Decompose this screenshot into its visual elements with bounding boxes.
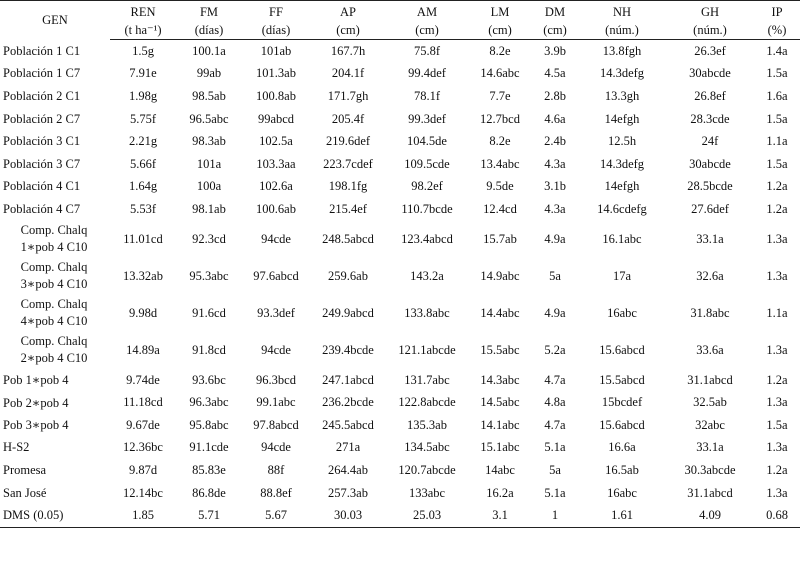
cell-ip: 1.3a — [766, 440, 788, 455]
cell-ip: 1.5a — [766, 156, 788, 171]
cell-ap: 219.6def — [325, 134, 371, 149]
cell-ff: 88f — [267, 462, 285, 477]
cell-ap: 259.6ab — [328, 268, 368, 283]
cell-am: 122.8abcde — [398, 395, 456, 410]
cell-ap: 205.4f — [331, 111, 365, 126]
cell-lm: 14.3abc — [480, 372, 520, 387]
cell-gh: 4.09 — [666, 504, 754, 527]
cell-ap: 171.7gh — [327, 88, 369, 103]
row-genotype: DMS (0.05) — [0, 504, 110, 527]
cell-lm: 7.7e — [489, 88, 511, 103]
cell-lm: 8.2e — [489, 134, 511, 149]
cell-ap: 30.03 — [310, 504, 386, 527]
cell-dm: 4.7a — [544, 372, 566, 387]
cell-ff: 102.6a — [259, 179, 293, 194]
header-ip: IP — [754, 1, 800, 23]
cell-fm: 98.1ab — [192, 201, 226, 216]
cell-nh: 16.5ab — [605, 462, 639, 477]
cell-dm: 2.4b — [544, 134, 566, 149]
cell-ff: 102.5a — [259, 134, 293, 149]
row-genotype-line: Comp. Chalq — [20, 260, 88, 275]
cell-gh: 24f — [701, 134, 719, 149]
cell-fm: 100.1a — [192, 43, 226, 58]
cell-ap: 271a — [335, 440, 361, 455]
table-row — [0, 295, 800, 332]
cell-nh: 15.5abcd — [599, 372, 645, 387]
cell-fm: 91.8cd — [192, 342, 226, 357]
row-genotype: Población 2 C7 — [3, 111, 81, 126]
cell-ren: 12.14bc — [123, 485, 163, 500]
cell-nh: 14.6cdefg — [597, 201, 647, 216]
cell-lm: 14abc — [485, 462, 515, 477]
table-row — [0, 85, 800, 108]
cell-ap: 245.5abcd — [322, 417, 374, 432]
cell-ren: 9.87d — [128, 462, 158, 477]
table-row — [0, 258, 800, 295]
cell-ff: 100.8ab — [256, 88, 296, 103]
cell-ren: 12.36bc — [123, 440, 163, 455]
cell-ff: 96.3bcd — [256, 372, 296, 387]
cell-gh: 33.1a — [696, 231, 724, 246]
header-ff: FF — [242, 1, 310, 23]
cell-dm: 5a — [549, 462, 561, 477]
header-nh: NH — [578, 1, 666, 23]
cell-lm: 15.1abc — [480, 440, 520, 455]
header-unit-ap: (cm) — [310, 22, 386, 40]
cell-dm: 5.1a — [544, 440, 566, 455]
cell-ren: 11.01cd — [123, 231, 163, 246]
row-genotype: Población 3 C1 — [3, 134, 81, 149]
cell-fm: 96.5abc — [189, 111, 229, 126]
cell-dm: 4.8a — [544, 395, 566, 410]
row-genotype: Población 4 C7 — [3, 201, 81, 216]
cell-gh: 33.6a — [696, 342, 724, 357]
header-unit-dm: (cm) — [532, 22, 578, 40]
cell-ap: 239.4bcde — [322, 342, 374, 357]
cell-fm: 100a — [196, 179, 222, 194]
header-unit-ip: (%) — [754, 22, 800, 40]
cell-ip: 1.3a — [766, 268, 788, 283]
cell-dm: 4.5a — [544, 66, 566, 81]
cell-ff: 101.3ab — [256, 66, 296, 81]
cell-ff: 94cde — [261, 342, 291, 357]
row-genotype — [0, 258, 110, 295]
cell-nh: 14.3defg — [599, 66, 645, 81]
cell-dm: 2.8b — [544, 88, 566, 103]
cell-dm: 4.3a — [544, 156, 566, 171]
table-row — [0, 414, 800, 437]
cell-nh: 14efgh — [604, 111, 640, 126]
cell-gh: 31.1abcd — [687, 372, 733, 387]
row-genotype: San José — [3, 485, 47, 500]
cell-fm: 91.1cde — [189, 440, 229, 455]
cell-am: 135.3ab — [407, 417, 447, 432]
cell-ff: 94cde — [261, 231, 291, 246]
cell-lm: 13.4abc — [480, 156, 520, 171]
cell-ff: 100.6ab — [256, 201, 296, 216]
row-genotype-wrap — [3, 333, 105, 367]
cell-fm: 96.3abc — [189, 395, 229, 410]
cell-nh: 15bcdef — [601, 395, 643, 410]
cell-ff: 88.8ef — [260, 485, 292, 500]
cell-lm: 12.7bcd — [480, 111, 520, 126]
cell-fm: 93.6bc — [192, 372, 226, 387]
cell-fm: 101a — [196, 156, 222, 171]
cell-ren: 9.67de — [126, 417, 160, 432]
cell-ip: 1.5a — [766, 417, 788, 432]
cell-ren: 1.64g — [128, 179, 158, 194]
cell-gh: 32abc — [695, 417, 725, 432]
cell-dm: 5.2a — [544, 342, 566, 357]
header-ap: AP — [310, 1, 386, 23]
cell-am: 131.7abc — [404, 372, 450, 387]
table-row — [0, 108, 800, 131]
row-genotype-line: 1∗pob 4 C10 — [20, 240, 88, 255]
row-genotype: Pob 2∗pob 4 — [3, 395, 69, 410]
table-row — [0, 437, 800, 460]
cell-ap: 236.2bcde — [322, 395, 374, 410]
cell-gh: 27.6def — [691, 201, 729, 216]
cell-ip: 1.2a — [766, 179, 788, 194]
cell-dm: 4.7a — [544, 417, 566, 432]
header-unit-ff: (días) — [242, 22, 310, 40]
cell-dm: 3.1b — [544, 179, 566, 194]
cell-lm: 14.6abc — [480, 66, 520, 81]
cell-lm: 14.1abc — [480, 417, 520, 432]
header-unit-nh: (núm.) — [578, 22, 666, 40]
cell-am: 78.1f — [413, 88, 441, 103]
cell-fm: 85.83e — [192, 462, 226, 477]
cell-dm: 4.3a — [544, 201, 566, 216]
row-genotype: Pob 1∗pob 4 — [3, 373, 69, 388]
cell-gh: 30abcde — [689, 156, 731, 171]
row-genotype: Población 4 C1 — [3, 179, 81, 194]
cell-ip: 1.5a — [766, 111, 788, 126]
cell-ff: 94cde — [261, 440, 291, 455]
cell-lm: 16.2a — [486, 485, 514, 500]
header-fm: FM — [176, 1, 242, 23]
cell-am: 120.7abcde — [398, 462, 456, 477]
cell-ip: 1.1a — [766, 305, 788, 320]
row-genotype: Población 1 C1 — [3, 43, 81, 58]
cell-ip: 1.2a — [766, 201, 788, 216]
cell-fm: 98.5ab — [192, 88, 226, 103]
cell-gh: 30.3abcde — [684, 462, 736, 477]
cell-ff: 99abcd — [257, 111, 295, 126]
cell-dm: 5a — [549, 268, 561, 283]
cell-nh: 14.3defg — [599, 156, 645, 171]
cell-fm: 92.3cd — [192, 231, 226, 246]
row-genotype-wrap — [3, 296, 105, 330]
row-genotype: Población 1 C7 — [3, 66, 81, 81]
row-genotype — [0, 295, 110, 332]
cell-ip: 1.3a — [766, 342, 788, 357]
cell-am: 133.8abc — [404, 305, 450, 320]
cell-nh: 14efgh — [604, 179, 640, 194]
cell-am: 25.03 — [386, 504, 468, 527]
cell-fm: 86.8de — [192, 485, 226, 500]
cell-ap: 223.7cdef — [323, 156, 373, 171]
cell-ap: 247.1abcd — [322, 372, 374, 387]
cell-nh: 13.3gh — [604, 88, 640, 103]
table-row — [0, 40, 800, 63]
cell-ap: 248.5abcd — [322, 231, 374, 246]
cell-gh: 33.1a — [696, 440, 724, 455]
table-row — [0, 504, 800, 527]
cell-am: 134.5abc — [404, 440, 450, 455]
table-row — [0, 391, 800, 414]
cell-gh: 32.6a — [696, 268, 724, 283]
cell-am: 99.3def — [408, 111, 446, 126]
row-genotype-line: 4∗pob 4 C10 — [20, 314, 88, 329]
cell-gh: 26.8ef — [694, 88, 726, 103]
cell-ff: 101ab — [260, 43, 292, 58]
row-genotype: Población 3 C7 — [3, 156, 81, 171]
table-row — [0, 130, 800, 153]
cell-ren: 2.21g — [128, 134, 158, 149]
cell-ap: 215.4ef — [329, 201, 367, 216]
cell-dm: 1 — [532, 504, 578, 527]
table-row — [0, 153, 800, 176]
cell-ren: 1.5g — [132, 43, 154, 58]
cell-dm: 3.9b — [544, 43, 566, 58]
cell-gh: 32.5ab — [693, 395, 727, 410]
cell-ff: 97.8abcd — [253, 417, 299, 432]
header-unit-lm: (cm) — [468, 22, 532, 40]
cell-gh: 26.3ef — [694, 43, 726, 58]
header-unit-am: (cm) — [386, 22, 468, 40]
header-lm: LM — [468, 1, 532, 23]
cell-fm: 99ab — [196, 66, 222, 81]
cell-ff: 103.3aa — [256, 156, 296, 171]
cell-ff: 99.1abc — [256, 395, 296, 410]
cell-ap: 204.1f — [331, 66, 365, 81]
cell-ff: 93.3def — [257, 305, 295, 320]
cell-dm: 4.6a — [544, 111, 566, 126]
row-genotype-line: Comp. Chalq — [20, 297, 88, 312]
cell-nh: 16.1abc — [602, 231, 642, 246]
header-gh: GH — [666, 1, 754, 23]
row-genotype-wrap — [3, 259, 105, 293]
cell-ap: 257.3ab — [328, 485, 368, 500]
header-unit-fm: (días) — [176, 22, 242, 40]
row-genotype-line: 3∗pob 4 C10 — [20, 277, 88, 292]
cell-ip: 1.3a — [766, 395, 788, 410]
cell-gh: 31.1abcd — [687, 485, 733, 500]
cell-am: 143.2a — [410, 268, 444, 283]
cell-lm: 12.4cd — [483, 201, 517, 216]
cell-ren: 13.32ab — [123, 268, 163, 283]
cell-nh: 17a — [612, 268, 632, 283]
cell-am: 104.5de — [407, 134, 447, 149]
cell-ff: 97.6abcd — [253, 268, 299, 283]
row-genotype — [0, 221, 110, 258]
cell-ren: 9.98d — [128, 305, 158, 320]
header-dm: DM — [532, 1, 578, 23]
header-gen: GEN — [0, 1, 110, 40]
header-unit-ren: (t ha⁻¹) — [110, 22, 176, 40]
table-row — [0, 221, 800, 258]
table-row — [0, 63, 800, 86]
row-genotype: H-S2 — [3, 440, 30, 455]
cell-ren: 14.89a — [126, 342, 160, 357]
cell-nh: 16abc — [607, 485, 637, 500]
cell-lm: 3.1 — [468, 504, 532, 527]
row-genotype-line: Comp. Chalq — [20, 334, 88, 349]
cell-nh: 16.6a — [608, 440, 636, 455]
cell-gh: 31.8abc — [690, 305, 730, 320]
cell-am: 121.1abcde — [398, 342, 456, 357]
cell-am: 98.2ef — [411, 179, 443, 194]
cell-ip: 1.3a — [766, 485, 788, 500]
row-genotype-line: Comp. Chalq — [20, 223, 88, 238]
cell-am: 110.7bcde — [401, 201, 453, 216]
cell-nh: 15.6abcd — [599, 417, 645, 432]
cell-ren: 5.66f — [129, 156, 157, 171]
table-row — [0, 198, 800, 221]
cell-gh: 28.3cde — [690, 111, 730, 126]
header-ren: REN — [110, 1, 176, 23]
cell-fm: 5.71 — [176, 504, 242, 527]
cell-ip: 1.5a — [766, 66, 788, 81]
cell-ren: 11.18cd — [123, 395, 163, 410]
cell-ren: 7.91e — [129, 66, 157, 81]
cell-lm: 14.5abc — [480, 395, 520, 410]
row-genotype-wrap — [3, 222, 105, 256]
cell-lm: 14.9abc — [480, 268, 520, 283]
cell-ip: 1.2a — [766, 462, 788, 477]
row-genotype-line: 2∗pob 4 C10 — [20, 351, 88, 366]
cell-lm: 8.2e — [489, 43, 511, 58]
cell-ip: 0.68 — [754, 504, 800, 527]
header-am: AM — [386, 1, 468, 23]
cell-am: 133abc — [408, 485, 446, 500]
cell-ip: 1.3a — [766, 231, 788, 246]
cell-am: 109.5cde — [404, 156, 450, 171]
cell-am: 123.4abcd — [401, 231, 453, 246]
cell-ip: 1.1a — [766, 134, 788, 149]
cell-lm: 9.5de — [486, 179, 514, 194]
cell-nh: 12.5h — [607, 134, 637, 149]
cell-nh: 1.61 — [578, 504, 666, 527]
row-genotype — [0, 332, 110, 369]
cell-ff: 5.67 — [242, 504, 310, 527]
cell-nh: 13.8fgh — [602, 43, 642, 58]
cell-ap: 264.4ab — [328, 462, 368, 477]
cell-lm: 15.7ab — [483, 231, 517, 246]
cell-lm: 14.4abc — [480, 305, 520, 320]
cell-am: 99.4def — [408, 66, 446, 81]
cell-ren: 9.74de — [126, 372, 160, 387]
cell-ren: 1.85 — [110, 504, 176, 527]
cell-am: 75.8f — [413, 43, 441, 58]
cell-ren: 5.53f — [129, 201, 157, 216]
cell-ap: 249.9abcd — [322, 305, 374, 320]
cell-ip: 1.2a — [766, 372, 788, 387]
header-unit-gh: (núm.) — [666, 22, 754, 40]
table-row — [0, 332, 800, 369]
table-row — [0, 459, 800, 482]
cell-dm: 4.9a — [544, 231, 566, 246]
cell-lm: 15.5abc — [480, 342, 520, 357]
cell-ip: 1.6a — [766, 88, 788, 103]
row-genotype: Pob 3∗pob 4 — [3, 418, 69, 433]
cell-ren: 5.75f — [129, 111, 157, 126]
row-genotype: Promesa — [3, 462, 47, 477]
table-row — [0, 176, 800, 199]
cell-fm: 95.8abc — [189, 417, 229, 432]
table-header — [0, 1, 800, 40]
cell-gh: 30abcde — [689, 66, 731, 81]
cell-dm: 4.9a — [544, 305, 566, 320]
table-row — [0, 369, 800, 392]
cell-nh: 16abc — [607, 305, 637, 320]
cell-ip: 1.4a — [766, 43, 788, 58]
cell-gh: 28.5bcde — [687, 179, 733, 194]
cell-fm: 95.3abc — [189, 268, 229, 283]
cell-ap: 167.7h — [330, 43, 366, 58]
cell-dm: 5.1a — [544, 485, 566, 500]
cell-fm: 98.3ab — [192, 134, 226, 149]
cell-ap: 198.1fg — [328, 179, 368, 194]
cell-nh: 15.6abcd — [599, 342, 645, 357]
row-genotype: Población 2 C1 — [3, 88, 81, 103]
cell-fm: 91.6cd — [192, 305, 226, 320]
table-row — [0, 482, 800, 505]
table-body — [0, 40, 800, 528]
cell-ren: 1.98g — [128, 88, 158, 103]
